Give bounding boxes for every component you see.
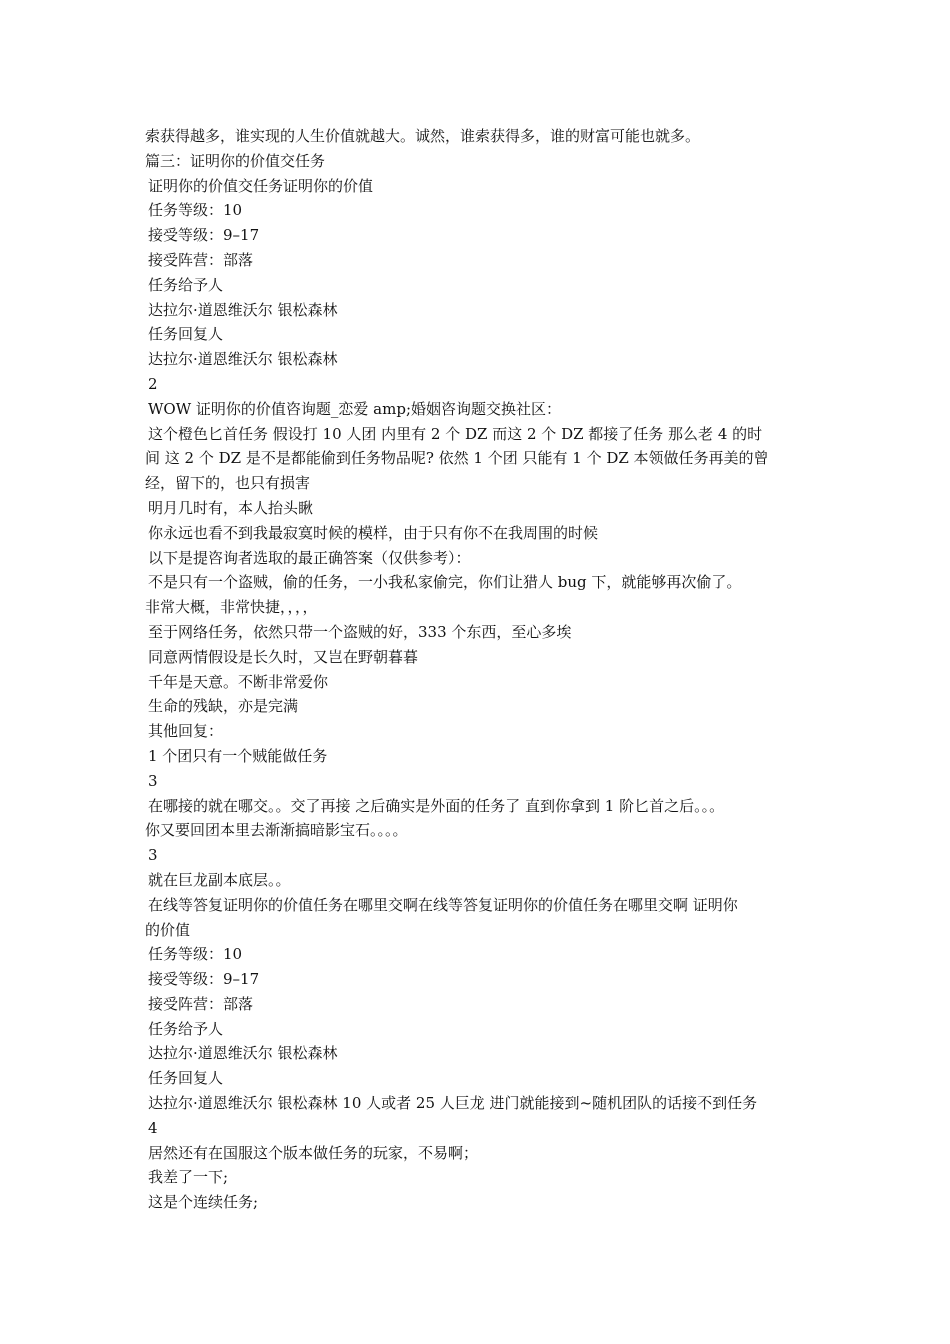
text-line: 你又要回团本里去渐渐搞暗影宝石。。。。 (145, 821, 408, 840)
text-line: 任务回复人 (148, 325, 224, 344)
text-line: 生命的残缺，亦是完满 (148, 697, 299, 716)
text-line: 3 (148, 771, 158, 790)
text-line: 其他回复： (148, 722, 224, 741)
text-line: 任务回复人 (148, 1069, 224, 1088)
text-line: 明月几时有，本人抬头瞅 (148, 498, 314, 517)
text-line: 接受等级：9–17 (148, 226, 260, 245)
text-line: 你永远也看不到我最寂寞时候的模样，由于只有你不在我周围的时候 (148, 523, 599, 542)
text-line: 2 (148, 374, 158, 393)
text-line: 就在巨龙副本底层。。 (148, 870, 291, 889)
text-line: 接受阵营：部落 (148, 994, 254, 1013)
text-line: 证明你的价值交任务证明你的价值 (148, 176, 374, 195)
text-line: 非常大概，非常快捷，，，， (145, 598, 318, 617)
text-line: 接受阵营：部落 (148, 250, 254, 269)
text-line: 任务等级：10 (148, 201, 243, 220)
text-line: 在线等答复证明你的价值任务在哪里交啊在线等答复证明你的价值任务在哪里交啊 证明你 (148, 895, 738, 914)
text-line: 接受等级：9–17 (148, 970, 260, 989)
text-line: 我差了一下; (148, 1168, 229, 1187)
text-line: WOW 证明你的价值咨询题_恋爱 amp;婚姻咨询题交换社区： (148, 399, 561, 418)
text-line: 4 (148, 1118, 158, 1137)
text-line: 同意两情假设是长久时，又岂在野朝暮暮 (148, 647, 419, 666)
text-line: 3 (148, 846, 158, 865)
text-line: 任务给予人 (148, 275, 224, 294)
text-line: 这个橙色匕首任务 假设打 10 人团 内里有 2 个 DZ 而这 2 个 DZ 都接了任务 那么老 4 的时 (148, 424, 763, 443)
text-line: 达拉尔·道恩维沃尔 银松森林 (148, 300, 338, 319)
text-line: 达拉尔·道恩维沃尔 银松森林 10 人或者 25 人巨龙 进门就能接到~随机团队的话接不到任务 (148, 1094, 758, 1113)
section-heading: 篇三：证明你的价值交任务 (145, 151, 326, 170)
text-line: 达拉尔·道恩维沃尔 银松森林 (148, 1044, 338, 1063)
text-line: 这是个连续任务; (148, 1193, 259, 1212)
document-body (145, 124, 820, 1215)
text-line: 在哪接的就在哪交。。交了再接 之后确实是外面的任务了 直到你拿到 1 阶匕首之后。。。 (148, 796, 725, 815)
text-line: 经，留下的，也只有损害 (145, 474, 311, 493)
text-line: 至于网络任务，依然只带一个盗贼的好，333 个东西，至心多埃 (148, 622, 572, 641)
text-line: 达拉尔·道恩维沃尔 银松森林 (148, 350, 338, 369)
text-line: 1 个团只有一个贼能做任务 (148, 746, 328, 765)
text-line: 千年是天意。不断非常爱你 (148, 672, 329, 691)
text-line: 间 这 2 个 DZ 是不是都能偷到任务物品呢? 依然 1 个团 只能有 1 个 DZ 本领做任务再美的曾 (145, 449, 769, 468)
text-line: 索获得越多，谁实现的人生价值就越大。诚然，谁索获得多，谁的财富可能也就多。 (145, 127, 701, 145)
text-line: 的价值 (145, 920, 191, 939)
text-line: 任务等级：10 (148, 945, 243, 964)
text-line: 居然还有在国服这个版本做任务的玩家，不易啊； (148, 1143, 479, 1162)
text-line: 以下是提咨询者选取的最正确答案（仅供参考）： (148, 548, 471, 567)
text-line: 任务给予人 (148, 1019, 224, 1038)
text-line: 不是只有一个盗贼，偷的任务，一小我私家偷完，你们让猎人 bug 下，就能够再次偷了。 (148, 573, 742, 592)
